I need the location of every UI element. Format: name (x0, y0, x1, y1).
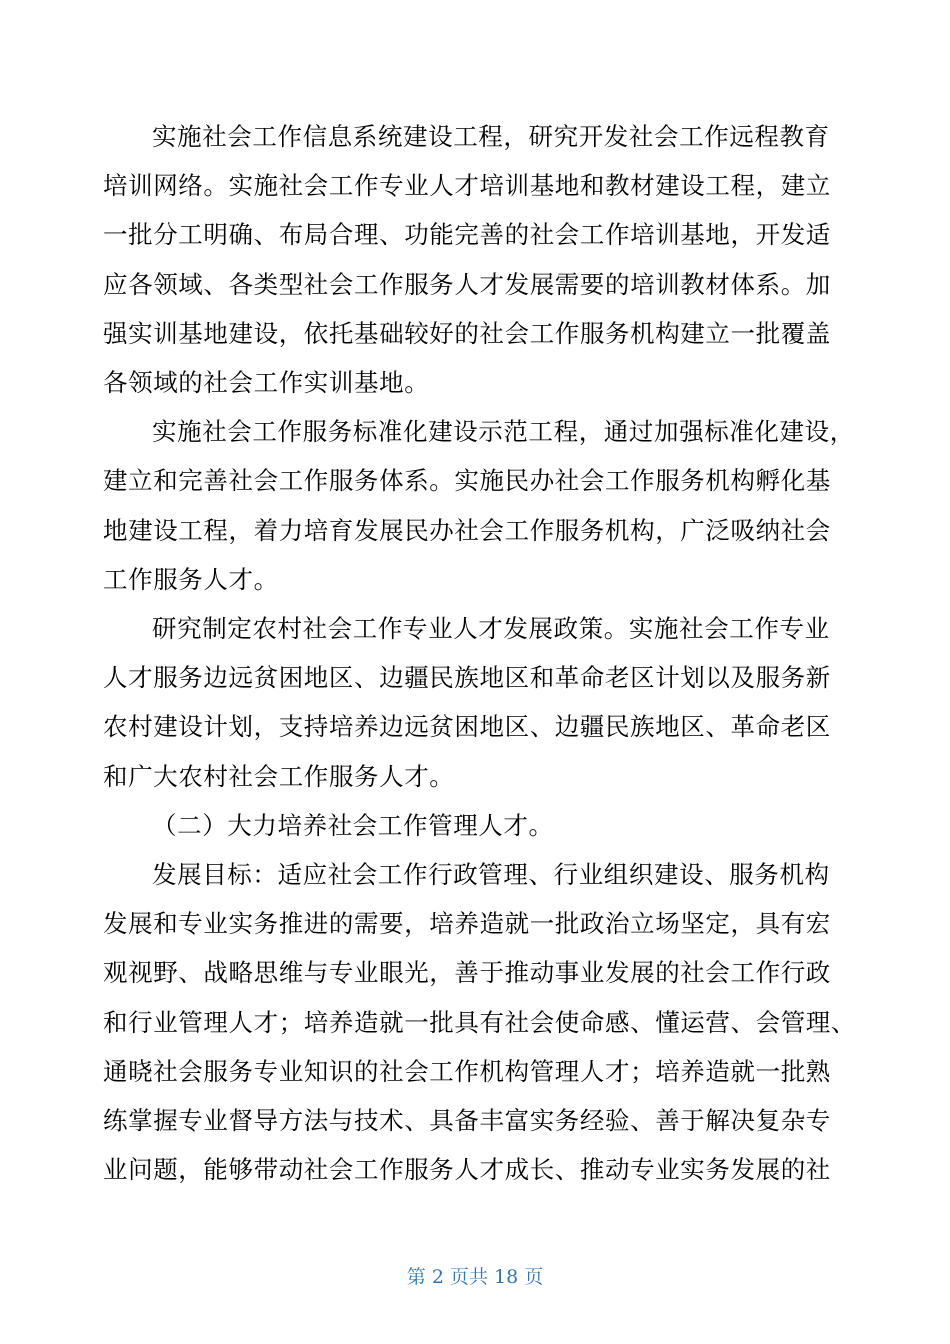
text-line: （二）大力培养社会工作管理人才。 (152, 810, 554, 840)
text-line: 和广大农村社会工作服务人才。 (103, 761, 455, 791)
text-line: 练掌握专业督导方法与技术、具备丰富实务经验、善于解决复杂专 (103, 1106, 831, 1136)
text-line: 人才服务边远贫困地区、边疆民族地区和革命老区计划以及服务新 (103, 663, 831, 693)
text-line: 各领域的社会工作实训基地。 (103, 368, 430, 398)
text-line: 观视野、战略思维与专业眼光，善于推动事业发展的社会工作行政 (103, 958, 831, 988)
text-line: 培训网络。实施社会工作专业人才培训基地和教材建设工程，建立 (103, 171, 831, 201)
text-line: 工作服务人才。 (103, 564, 279, 594)
paragraph-3 (103, 604, 848, 801)
text-line: 强实训基地建设，依托基础较好的社会工作服务机构建立一批覆盖 (103, 318, 831, 348)
section-heading (103, 801, 848, 850)
paragraph-2 (103, 407, 855, 604)
paragraph-5 (103, 850, 856, 1194)
text-line: 农村建设计划，支持培养边远贫困地区、边疆民族地区、革命老区 (103, 712, 831, 742)
text-line: 和行业管理人才；培养造就一批具有社会使命感、懂运营、会管理、 (103, 1007, 856, 1037)
text-line: 实施社会工作服务标准化建设示范工程，通过加强标准化建设， (152, 417, 855, 447)
text-line: 应各领域、各类型社会工作服务人才发展需要的培训教材体系。加 (103, 269, 831, 299)
text-line: 发展和专业实务推进的需要，培养造就一批政治立场坚定，具有宏 (103, 909, 831, 939)
text-line: 业问题，能够带动社会工作服务人才成长、推动专业实务发展的社 (103, 1155, 831, 1185)
text-line: 研究制定农村社会工作专业人才发展政策。实施社会工作专业 (152, 614, 830, 644)
text-line: 实施社会工作信息系统建设工程，研究开发社会工作远程教育 (152, 122, 830, 151)
text-line: 地建设工程，着力培育发展民办社会工作服务机构，广泛吸纳社会 (103, 515, 831, 545)
text-line: 建立和完善社会工作服务体系。实施民办社会工作服务机构孵化基 (103, 466, 831, 496)
page-number-footer: 第 2 页共 18 页 (406, 1266, 544, 1288)
document-body (103, 112, 856, 1194)
text-line: 一批分工明确、布局合理、功能完善的社会工作培训基地，开发适 (103, 220, 831, 250)
paragraph-1 (103, 112, 848, 407)
text-line: 发展目标：适应社会工作行政管理、行业组织建设、服务机构 (152, 860, 830, 890)
text-line: 通晓社会服务专业知识的社会工作机构管理人才；培养造就一批熟 (103, 1056, 831, 1086)
